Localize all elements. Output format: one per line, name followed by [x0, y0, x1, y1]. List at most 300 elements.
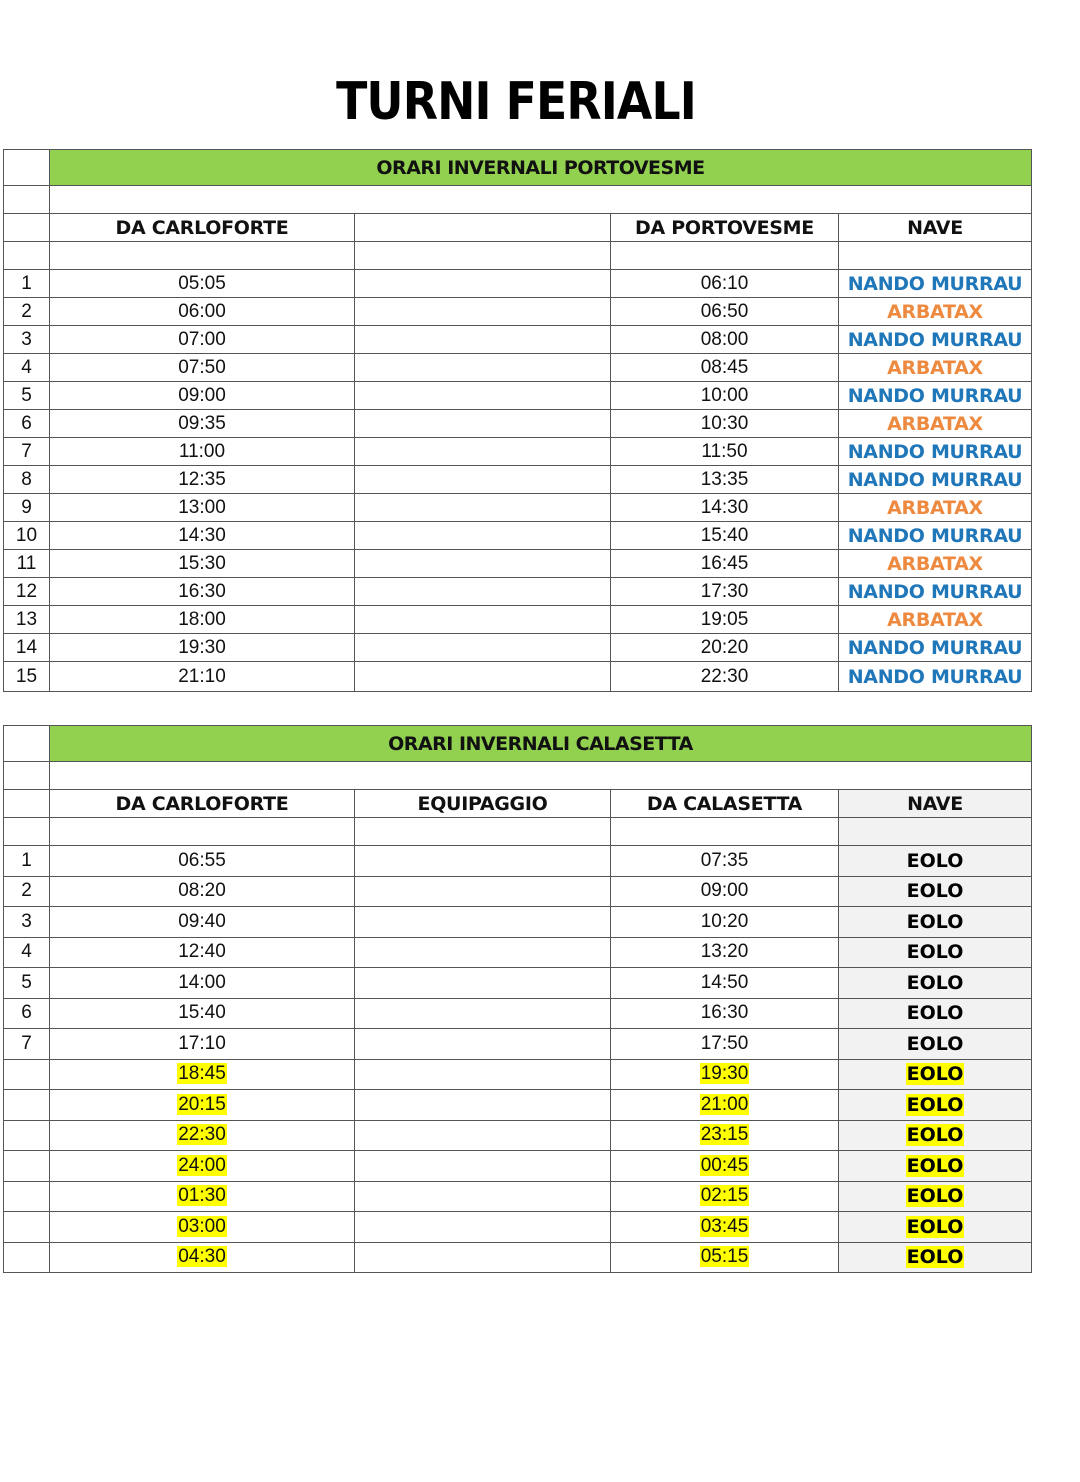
ship-name-text: EOLO: [906, 941, 964, 964]
departure-carloforte: [50, 410, 355, 438]
departure-portovesme-text: 06:10: [700, 272, 749, 294]
row-index-text: 3: [21, 910, 32, 932]
row-index-text: 5: [21, 384, 32, 406]
column-header-from-portovesme: DA PORTOVESME: [611, 214, 839, 242]
ship-name-text: NANDO MURRAU: [847, 272, 1023, 295]
blank-cell: [355, 606, 611, 634]
table-row: [4, 1242, 1032, 1273]
header-row: [4, 790, 1032, 818]
departure-calasetta: [611, 1059, 839, 1090]
departure-carloforte-text: 15:30: [178, 552, 226, 574]
departure-calasetta-text: 16:30: [700, 1002, 749, 1024]
departure-carloforte-text: 13:00: [178, 496, 226, 518]
departure-carloforte: [50, 846, 355, 877]
ship-name-text: EOLO: [906, 1154, 964, 1177]
blank-cell: [355, 438, 611, 466]
departure-portovesme: [611, 522, 839, 550]
departure-carloforte: [50, 1029, 355, 1060]
departure-carloforte: [50, 382, 355, 410]
crew-cell: [355, 907, 611, 938]
row-index-text: 13: [15, 608, 38, 630]
departure-portovesme: [611, 550, 839, 578]
departure-carloforte: [50, 876, 355, 907]
blank-cell: [355, 382, 611, 410]
row-index-text: 9: [21, 496, 32, 518]
row-index: [4, 1181, 50, 1212]
departure-portovesme: [611, 662, 839, 692]
table-row: [4, 876, 1032, 907]
row-index: [4, 522, 50, 550]
column-header-ship: NAVE: [839, 790, 1032, 818]
row-index: [4, 1090, 50, 1121]
column-header-from-carloforte: DA CARLOFORTE: [50, 790, 355, 818]
crew-cell: [355, 1059, 611, 1090]
index-cell: [4, 214, 50, 242]
row-index: [4, 1242, 50, 1273]
departure-carloforte: [50, 298, 355, 326]
departure-carloforte-text: 09:40: [178, 910, 226, 932]
row-index: [4, 382, 50, 410]
departure-carloforte-text: 09:35: [178, 412, 226, 434]
spacer-cell: [839, 242, 1032, 270]
departure-carloforte-text: 06:00: [178, 300, 226, 322]
row-index-text: 15: [15, 665, 38, 687]
ship-name: [839, 410, 1032, 438]
table-row: [4, 1151, 1032, 1182]
departure-portovesme: [611, 578, 839, 606]
section-title-row: [4, 726, 1032, 762]
departure-carloforte: [50, 907, 355, 938]
departure-calasetta: [611, 1090, 839, 1121]
ship-name-text: EOLO: [906, 1002, 964, 1025]
ship-name: [839, 270, 1032, 298]
departure-calasetta: [611, 846, 839, 877]
departure-carloforte-text: 12:40: [178, 941, 226, 963]
departure-calasetta-text: 14:50: [700, 971, 749, 993]
row-index: [4, 606, 50, 634]
crew-cell: [355, 968, 611, 999]
ship-name: [839, 937, 1032, 968]
row-index: [4, 876, 50, 907]
table-row: [4, 907, 1032, 938]
departure-portovesme: [611, 298, 839, 326]
ship-name-text: ARBATAX: [887, 300, 983, 323]
blank-cell: [355, 466, 611, 494]
departure-carloforte-text: 03:00: [178, 1215, 226, 1237]
ship-name: [839, 968, 1032, 999]
table-row: [4, 326, 1032, 354]
row-index: [4, 634, 50, 662]
index-cell: [4, 818, 50, 846]
crew-cell: [355, 1029, 611, 1060]
ship-name-text: ARBATAX: [887, 608, 983, 631]
ship-name: [839, 326, 1032, 354]
index-cell: [4, 150, 50, 186]
table-row: [4, 578, 1032, 606]
ship-name: [839, 438, 1032, 466]
departure-carloforte: [50, 1090, 355, 1121]
departure-carloforte-text: 08:20: [178, 880, 226, 902]
departure-carloforte-text: 24:00: [178, 1154, 226, 1176]
row-index: [4, 1212, 50, 1243]
ship-name: [839, 634, 1032, 662]
row-index-text: 7: [21, 440, 32, 462]
departure-carloforte-text: 18:45: [178, 1063, 226, 1085]
departure-carloforte: [50, 578, 355, 606]
departure-calasetta: [611, 1242, 839, 1273]
departure-carloforte-text: 04:30: [178, 1246, 226, 1268]
ship-name: [839, 298, 1032, 326]
row-index: [4, 846, 50, 877]
departure-calasetta: [611, 937, 839, 968]
blank-cell: [355, 522, 611, 550]
row-index: [4, 410, 50, 438]
departure-carloforte: [50, 1120, 355, 1151]
table-row: [4, 634, 1032, 662]
table-row: [4, 410, 1032, 438]
crew-cell: [355, 1120, 611, 1151]
ship-name: [839, 1212, 1032, 1243]
ship-name: [839, 382, 1032, 410]
table-row: [4, 1181, 1032, 1212]
row-index-text: 2: [21, 300, 32, 322]
departure-carloforte: [50, 1059, 355, 1090]
index-cell: [4, 186, 50, 214]
departure-calasetta-text: 23:15: [700, 1124, 749, 1146]
blank-cell: [355, 410, 611, 438]
table-row: [4, 494, 1032, 522]
table-row: [4, 1029, 1032, 1060]
row-index: [4, 298, 50, 326]
blank-cell: [355, 270, 611, 298]
row-index: [4, 578, 50, 606]
ship-name: [839, 1029, 1032, 1060]
departure-carloforte-text: 09:00: [178, 384, 226, 406]
index-cell: [4, 242, 50, 270]
row-index: [4, 1059, 50, 1090]
departure-portovesme: [611, 438, 839, 466]
row-index: [4, 1151, 50, 1182]
departure-carloforte: [50, 606, 355, 634]
departure-portovesme-text: 10:00: [700, 384, 749, 406]
ship-name: [839, 550, 1032, 578]
table-row: [4, 968, 1032, 999]
departure-carloforte-text: 14:00: [178, 971, 226, 993]
blank-cell: [355, 326, 611, 354]
spacer-cell: [355, 818, 611, 846]
departure-calasetta-text: 07:35: [700, 849, 749, 871]
row-index: [4, 494, 50, 522]
departure-portovesme: [611, 494, 839, 522]
table-row: [4, 1212, 1032, 1243]
row-index: [4, 438, 50, 466]
portovesme-schedule-table: [3, 149, 1032, 692]
departure-portovesme-text: 11:50: [701, 440, 748, 462]
departure-calasetta: [611, 1181, 839, 1212]
ship-name-text: ARBATAX: [887, 356, 983, 379]
row-index: [4, 968, 50, 999]
departure-calasetta: [611, 1029, 839, 1060]
index-cell: [4, 790, 50, 818]
departure-calasetta: [611, 968, 839, 999]
departure-portovesme-text: 22:30: [700, 665, 749, 687]
departure-carloforte-text: 21:10: [178, 665, 226, 687]
ship-name-text: ARBATAX: [887, 552, 983, 575]
departure-carloforte: [50, 998, 355, 1029]
blank-cell: [355, 634, 611, 662]
departure-carloforte-text: 19:30: [178, 636, 226, 658]
spacer-row: [4, 242, 1032, 270]
departure-carloforte-text: 12:35: [178, 468, 226, 490]
spacer-cell: [50, 186, 1032, 214]
departure-carloforte: [50, 270, 355, 298]
ship-name-text: NANDO MURRAU: [847, 384, 1023, 407]
index-cell: [4, 762, 50, 790]
departure-portovesme-text: 17:30: [700, 580, 749, 602]
index-cell: [4, 726, 50, 762]
departure-portovesme-text: 14:30: [700, 496, 749, 518]
ship-name: [839, 998, 1032, 1029]
departure-portovesme-text: 10:30: [700, 412, 749, 434]
row-index-text: 6: [21, 1002, 32, 1024]
departure-carloforte: [50, 326, 355, 354]
spacer-cell: [839, 818, 1032, 846]
row-index: [4, 1120, 50, 1151]
spacer-row: [4, 818, 1032, 846]
ship-name-text: NANDO MURRAU: [847, 665, 1023, 688]
header-row: [4, 214, 1032, 242]
table-row: [4, 522, 1032, 550]
departure-calasetta-text: 00:45: [700, 1154, 749, 1176]
row-index-text: 4: [21, 941, 32, 963]
departure-calasetta: [611, 1212, 839, 1243]
departure-carloforte: [50, 634, 355, 662]
departure-portovesme: [611, 410, 839, 438]
ship-name-text: NANDO MURRAU: [847, 440, 1023, 463]
departure-calasetta-text: 05:15: [700, 1246, 749, 1268]
departure-calasetta-text: 09:00: [700, 880, 749, 902]
row-index-text: 7: [21, 1032, 32, 1054]
departure-carloforte-text: 20:15: [178, 1093, 226, 1115]
row-index-text: 6: [21, 412, 32, 434]
departure-carloforte-text: 05:05: [178, 272, 226, 294]
departure-portovesme: [611, 466, 839, 494]
departure-calasetta: [611, 1151, 839, 1182]
row-index: [4, 1029, 50, 1060]
table-row: [4, 1059, 1032, 1090]
ship-name-text: ARBATAX: [887, 496, 983, 519]
table-row: [4, 550, 1032, 578]
section-title-row: [4, 150, 1032, 186]
table-row: [4, 662, 1032, 692]
departure-carloforte: [50, 550, 355, 578]
ship-name-text: EOLO: [906, 1185, 964, 1208]
row-index-text: 3: [21, 328, 32, 350]
page-title: TURNI FERIALI: [336, 72, 696, 132]
row-index-text: 1: [21, 272, 32, 294]
table-row: [4, 438, 1032, 466]
departure-carloforte-text: 16:30: [178, 580, 226, 602]
row-index: [4, 937, 50, 968]
departure-carloforte-text: 01:30: [178, 1185, 226, 1207]
departure-carloforte: [50, 1212, 355, 1243]
ship-name: [839, 1120, 1032, 1151]
ship-name-text: NANDO MURRAU: [847, 524, 1023, 547]
ship-name: [839, 1059, 1032, 1090]
row-index-text: 14: [15, 636, 38, 658]
crew-cell: [355, 1151, 611, 1182]
row-index-text: 5: [21, 971, 32, 993]
ship-name: [839, 1090, 1032, 1121]
row-index-text: 11: [16, 552, 37, 574]
table-row: [4, 298, 1032, 326]
ship-name-text: EOLO: [906, 1124, 964, 1147]
column-header-blank: [355, 214, 611, 242]
spacer-cell: [355, 242, 611, 270]
departure-carloforte-text: 22:30: [178, 1124, 226, 1146]
crew-cell: [355, 846, 611, 877]
departure-portovesme: [611, 270, 839, 298]
column-header-ship: NAVE: [839, 214, 1032, 242]
spacer-row: [4, 762, 1032, 790]
spacer-cell: [611, 818, 839, 846]
column-header-from-calasetta: DA CALASETTA: [611, 790, 839, 818]
ship-name-text: NANDO MURRAU: [847, 636, 1023, 659]
departure-calasetta: [611, 876, 839, 907]
column-header-crew: EQUIPAGGIO: [355, 790, 611, 818]
departure-calasetta-text: 13:20: [700, 941, 749, 963]
departure-carloforte: [50, 1242, 355, 1273]
row-index-text: 4: [21, 356, 32, 378]
table-row: [4, 606, 1032, 634]
row-index: [4, 662, 50, 692]
departure-carloforte-text: 11:00: [178, 440, 226, 462]
ship-name: [839, 494, 1032, 522]
ship-name: [839, 466, 1032, 494]
blank-cell: [355, 662, 611, 692]
departure-portovesme-text: 20:20: [700, 636, 749, 658]
spacer-row: [4, 186, 1032, 214]
row-index: [4, 998, 50, 1029]
row-index: [4, 550, 50, 578]
ship-name-text: EOLO: [906, 880, 964, 903]
ship-name: [839, 907, 1032, 938]
spacer-cell: [611, 242, 839, 270]
ship-name-text: EOLO: [906, 1093, 964, 1116]
departure-portovesme-text: 06:50: [700, 300, 749, 322]
departure-portovesme-text: 08:45: [700, 356, 749, 378]
departure-calasetta: [611, 907, 839, 938]
section-title: ORARI INVERNALI PORTOVESME: [50, 150, 1032, 186]
column-header-from-carloforte: DA CARLOFORTE: [50, 214, 355, 242]
ship-name: [839, 876, 1032, 907]
ship-name: [839, 606, 1032, 634]
departure-carloforte: [50, 354, 355, 382]
departure-portovesme: [611, 326, 839, 354]
table-row: [4, 466, 1032, 494]
departure-carloforte-text: 17:10: [178, 1032, 226, 1054]
departure-carloforte: [50, 968, 355, 999]
row-index: [4, 466, 50, 494]
row-index: [4, 326, 50, 354]
ship-name-text: NANDO MURRAU: [847, 468, 1023, 491]
crew-cell: [355, 876, 611, 907]
departure-portovesme-text: 15:40: [700, 524, 749, 546]
row-index-text: 8: [21, 468, 32, 490]
departure-carloforte: [50, 1181, 355, 1212]
spacer-cell: [50, 762, 1032, 790]
departure-carloforte: [50, 522, 355, 550]
ship-name: [839, 522, 1032, 550]
row-index-text: 12: [15, 580, 38, 602]
ship-name-text: NANDO MURRAU: [847, 328, 1023, 351]
table-row: [4, 1090, 1032, 1121]
departure-calasetta-text: 02:15: [700, 1185, 749, 1207]
table-row: [4, 354, 1032, 382]
crew-cell: [355, 1212, 611, 1243]
ship-name: [839, 1181, 1032, 1212]
blank-cell: [355, 550, 611, 578]
departure-calasetta-text: 19:30: [700, 1063, 749, 1085]
departure-carloforte-text: 07:50: [178, 356, 226, 378]
departure-carloforte-text: 14:30: [178, 524, 226, 546]
table-row: [4, 270, 1032, 298]
row-index-text: 2: [21, 880, 32, 902]
table-row: [4, 382, 1032, 410]
ship-name: [839, 1242, 1032, 1273]
departure-carloforte-text: 15:40: [178, 1002, 226, 1024]
departure-portovesme-text: 08:00: [700, 328, 749, 350]
ship-name: [839, 662, 1032, 692]
ship-name-text: ARBATAX: [887, 412, 983, 435]
departure-carloforte: [50, 937, 355, 968]
blank-cell: [355, 494, 611, 522]
table-row: [4, 846, 1032, 877]
ship-name-text: EOLO: [906, 971, 964, 994]
departure-carloforte: [50, 466, 355, 494]
departure-carloforte: [50, 494, 355, 522]
crew-cell: [355, 1090, 611, 1121]
departure-portovesme: [611, 606, 839, 634]
blank-cell: [355, 298, 611, 326]
calasetta-schedule-table: [3, 725, 1032, 1273]
crew-cell: [355, 1181, 611, 1212]
blank-cell: [355, 354, 611, 382]
ship-name: [839, 578, 1032, 606]
section-title: ORARI INVERNALI CALASETTA: [50, 726, 1032, 762]
departure-portovesme-text: 16:45: [700, 552, 749, 574]
crew-cell: [355, 1242, 611, 1273]
ship-name-text: EOLO: [906, 1215, 964, 1238]
ship-name-text: EOLO: [906, 910, 964, 933]
departure-carloforte-text: 06:55: [178, 849, 226, 871]
ship-name: [839, 354, 1032, 382]
ship-name-text: EOLO: [906, 1032, 964, 1055]
crew-cell: [355, 937, 611, 968]
departure-portovesme-text: 19:05: [700, 608, 749, 630]
ship-name-text: EOLO: [906, 1246, 964, 1269]
departure-carloforte-text: 07:00: [178, 328, 226, 350]
departure-calasetta-text: 17:50: [700, 1032, 749, 1054]
ship-name: [839, 846, 1032, 877]
departure-calasetta-text: 10:20: [700, 910, 749, 932]
departure-carloforte-text: 18:00: [178, 608, 226, 630]
departure-portovesme: [611, 354, 839, 382]
departure-portovesme-text: 13:35: [700, 468, 749, 490]
departure-calasetta-text: 03:45: [700, 1215, 749, 1237]
departure-portovesme: [611, 634, 839, 662]
departure-portovesme: [611, 382, 839, 410]
